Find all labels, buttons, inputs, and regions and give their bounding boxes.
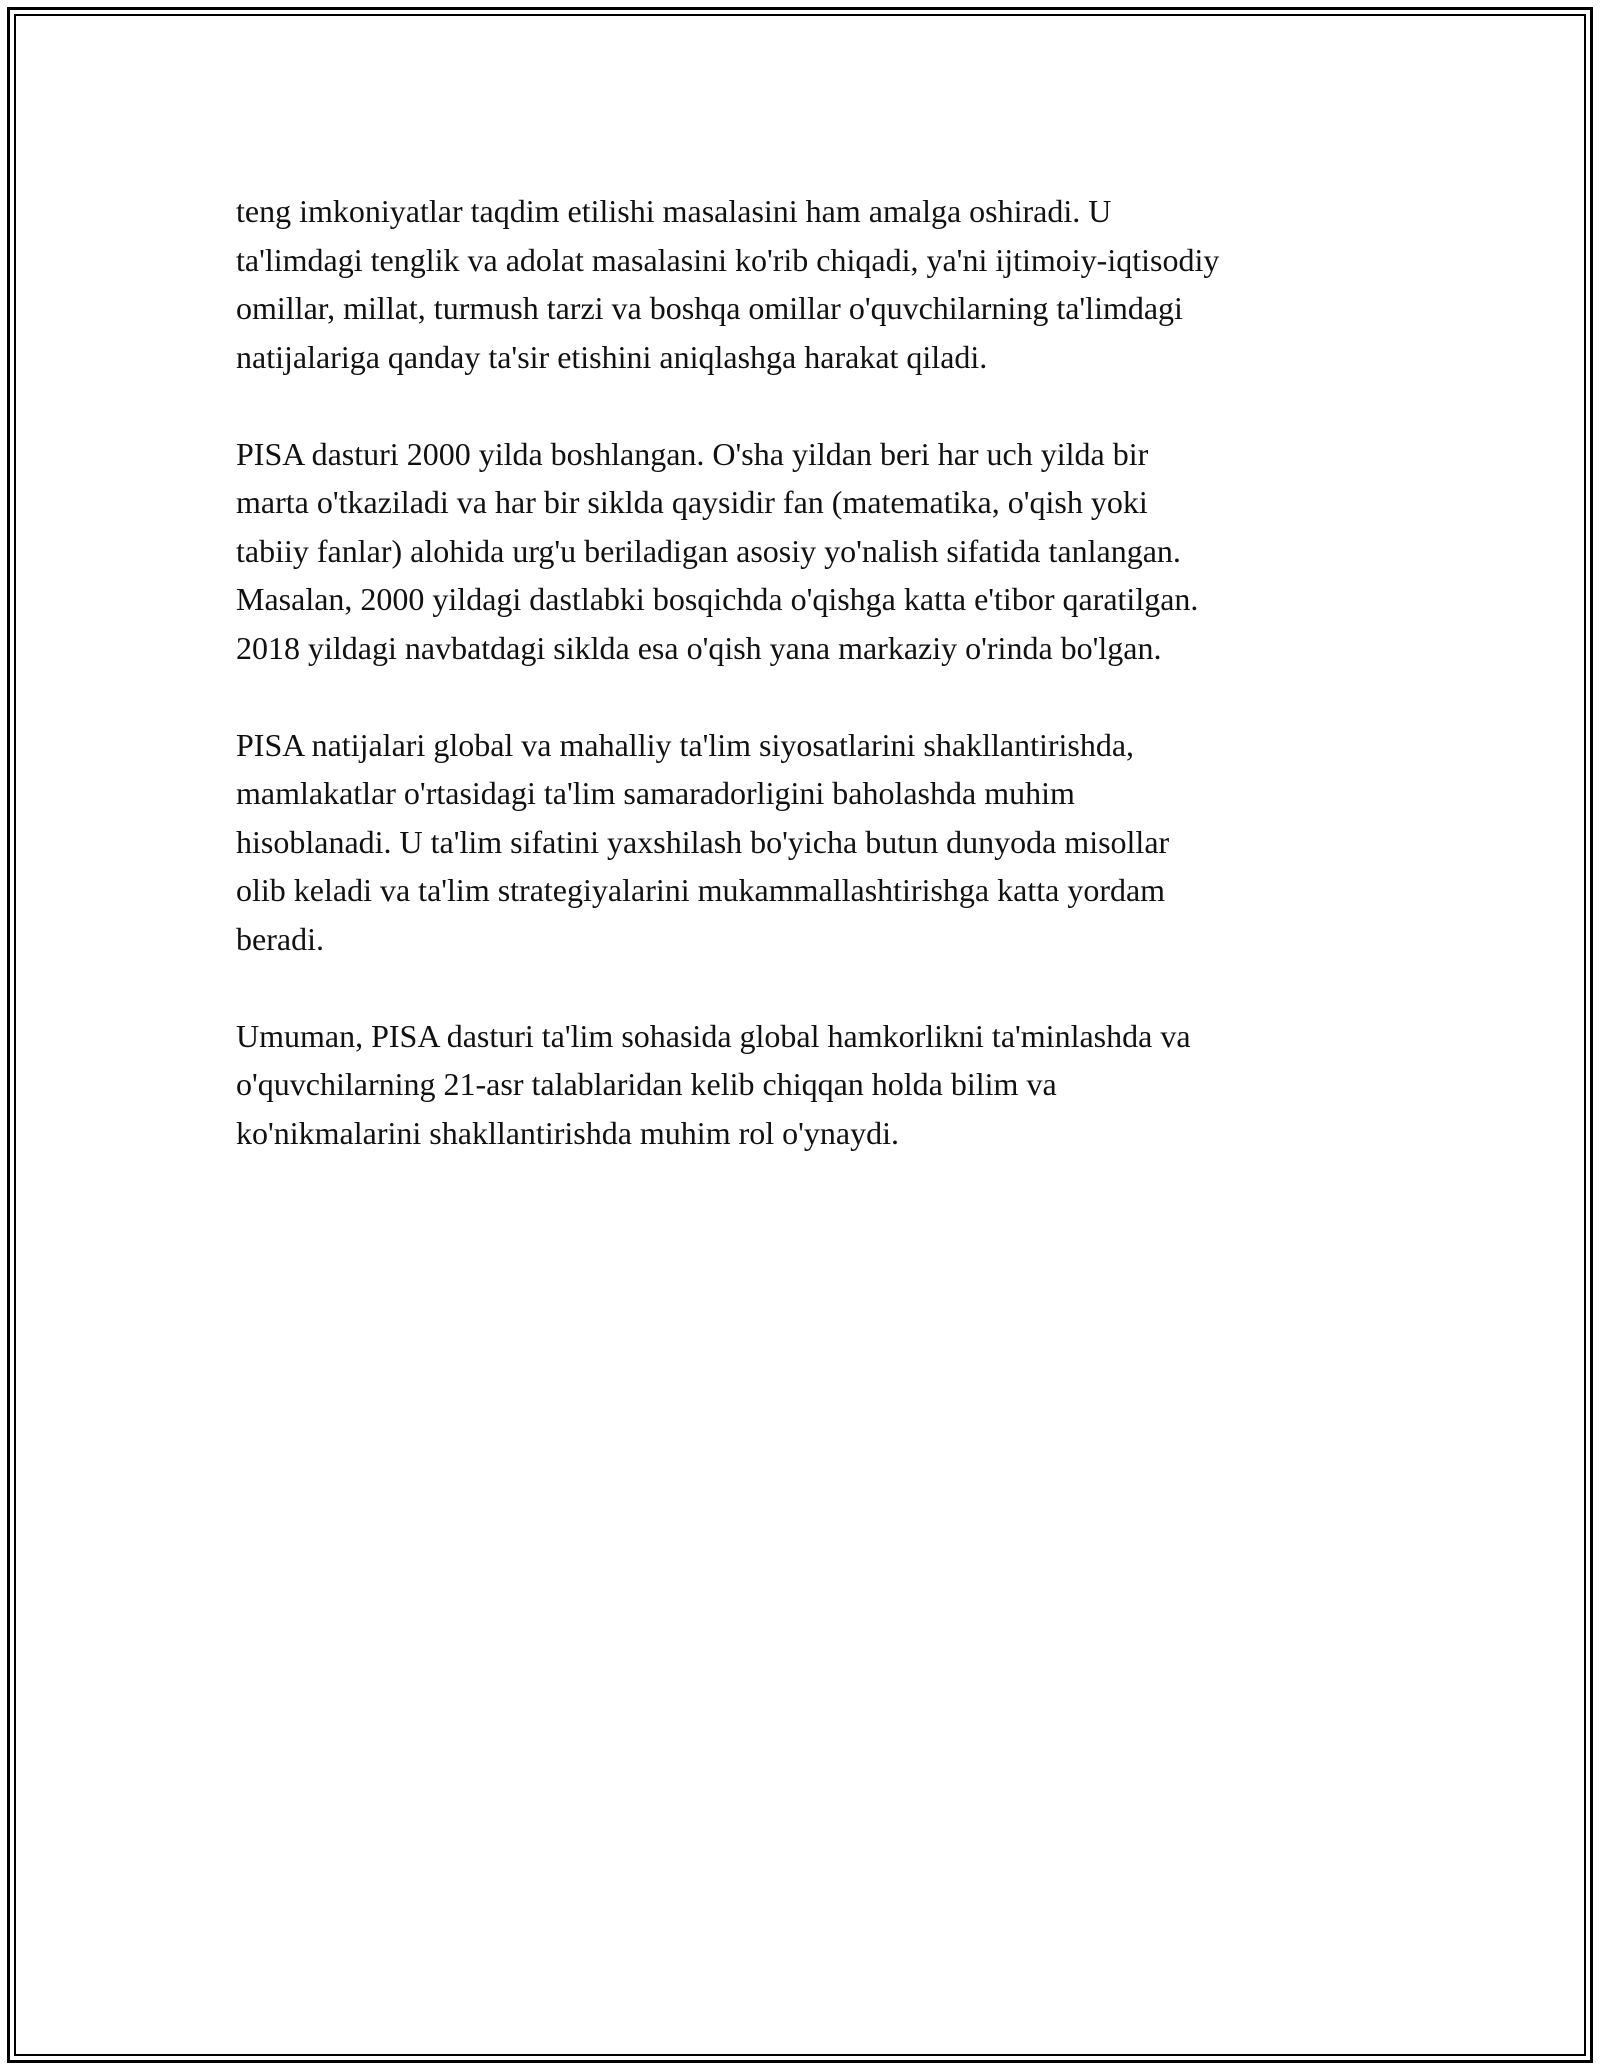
document-body xyxy=(236,187,1366,1206)
paragraph-4: Umuman, PISA dasturi ta'lim sohasida global hamkorlikni ta'minlashda va o'quvchilarning 21-asr talablaridan kelib chiqqan holda bilim va ko'nikmalarini shakllantirishda muhim rol o'ynaydi. xyxy=(236,1017,1191,1151)
paragraph-3: PISA natijalari global va mahalliy ta'lim siyosatlarini shakllantirishda, mamlakatlar o'rtasidagi ta'lim samaradorligini baholashda muhim hisoblanadi. U ta'lim sifatini yaxshilash bo'yicha butun dunyoda misollar olib keladi va ta'lim strategiyalarini mukammallashtirishga katta yordam beradi. xyxy=(236,726,1170,957)
paragraph-1: teng imkoniyatlar taqdim etilishi masalasini ham amalga oshiradi. U ta'limdagi tenglik va adolat masalasini ko'rib chiqadi, ya'ni ijtimoiy-iqtisodiy omillar, millat, turmush tarzi va boshqa omillar o'quvchilarning ta'limdagi natijalariga qanday ta'sir etishini aniqlashga harakat qiladi. xyxy=(236,193,1220,375)
paragraph-2: PISA dasturi 2000 yilda boshlangan. O'sha yildan beri har uch yilda bir marta o'tkaziladi va har bir siklda qaysidir fan (matematika, o'qish yoki tabiiy fanlar) alohida urg'u beriladigan asosiy yo'nalish sifatida tanlangan. Masalan, 2000 yildagi dastlabki bosqichda o'qishga katta e'tibor qaratilgan. 2018 yildagi navbatdagi siklda esa o'qish yana markaziy o'rinda bo'lgan. xyxy=(236,435,1199,666)
